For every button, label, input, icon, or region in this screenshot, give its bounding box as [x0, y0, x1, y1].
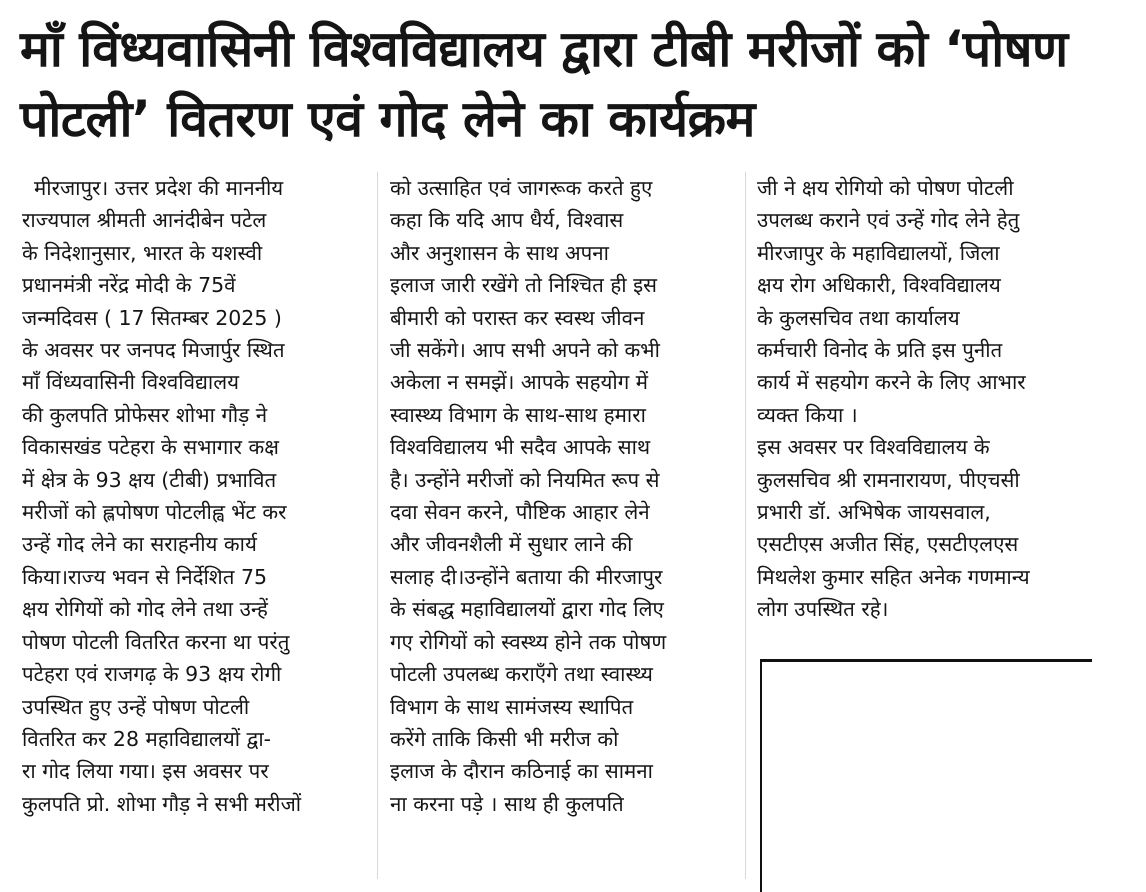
text-line: पटेहरा एवं राजगढ़ के 93 क्षय रोगी	[22, 662, 282, 687]
text-line: एसटीएस अजीत सिंह, एसटीएलएस	[757, 532, 1019, 557]
text-line: कहा कि यदि आप धैर्य, विश्वास	[390, 208, 624, 233]
text-line: जी ने क्षय रोगियो को पोषण पोटली	[757, 176, 1014, 200]
article-column-1	[22, 172, 367, 879]
text-line: और जीवनशैली में सुधार लाने की	[390, 532, 633, 557]
text-line: स्वास्थ्य विभाग के साथ-साथ हमारा	[390, 402, 646, 427]
text-line: सलाह दी।उन्होंने बताया की मीरजापुर	[390, 564, 663, 589]
text-line: क्षय रोगियों को गोद लेने तथा उन्हें	[22, 597, 268, 622]
text-line: पोटली उपलब्ध कराएँगे तथा स्वास्थ्य	[390, 662, 653, 687]
text-line: प्रधानमंत्री नरेंद्र मोदी के 75वें	[22, 273, 236, 298]
text-line: को उत्साहित एवं जागरूक करते हुए	[390, 176, 653, 200]
text-line: माँ विंध्यवासिनी विश्वविद्यालय	[22, 370, 240, 395]
text-line: बीमारी को परास्त कर स्वस्थ जीवन	[390, 305, 645, 330]
text-line: वितरित कर 28 महाविद्यालयों द्वा-	[22, 726, 272, 751]
text-line: के निदेशानुसार, भारत के यशस्वी	[22, 240, 263, 265]
text-line: की कुलपति प्रोफेसर शोभा गौड़ ने	[22, 402, 268, 427]
text-line: कुलसचिव श्री रामनारायण, पीएचसी	[757, 467, 1020, 492]
text-line: जी सकेंगे। आप सभी अपने को कभी	[390, 338, 660, 363]
article-column-2	[390, 172, 735, 879]
text-line: मीरजापुर के महाविद्यालयों, जिला	[757, 240, 1000, 265]
text-line: कार्य में सहयोग करने के लिए आभार	[757, 370, 1026, 395]
text-line: के अवसर पर जनपद मिजार्पुर स्थित	[22, 338, 285, 363]
text-line: कुलपति प्रो. शोभा गौड़ ने सभी मरीजों	[22, 791, 302, 816]
text-line: के संबद्ध महाविद्यालयों द्वारा गोद लिए	[390, 597, 664, 622]
text-line: दवा सेवन करने, पौष्टिक आहार लेने	[390, 500, 650, 525]
headline-line-1: माँ विंध्यवासिनी विश्वविद्यालय द्वारा टीबी मरीजों को ‘पोषण	[20, 20, 1068, 78]
text-line: मरीजों को ह्लपोषण पोटलीह्व भेंट कर	[22, 500, 287, 525]
text-line: कर्मचारी विनोद के प्रति इस पुनीत	[757, 338, 1003, 363]
text-line: रा गोद लिया गया। इस अवसर पर	[22, 759, 269, 784]
text-line: व्यक्त किया ।	[757, 402, 858, 427]
text-line: उन्हें गोद लेने का सराहनीय कार्य	[22, 532, 257, 557]
text-line: किया।राज्य भवन से निर्देशित 75	[22, 564, 268, 589]
text-line: करेंगे ताकि किसी भी मरीज को	[390, 726, 619, 751]
text-line: विभाग के साथ सामंजस्य स्थापित	[390, 694, 634, 719]
text-line: उपस्थित हुए उन्हें पोषण पोटली	[22, 694, 250, 719]
headline	[20, 14, 1130, 154]
text-line: लोग उपस्थित रहे।	[757, 597, 889, 622]
text-line: इस अवसर पर विश्वविद्यालय के	[757, 435, 990, 460]
text-line: क्षय रोग अधिकारी, विश्वविद्यालय	[757, 273, 1001, 298]
column-divider	[745, 172, 746, 879]
text-line: पोषण पोटली वितरित करना था परंतु	[22, 629, 290, 654]
text-line: गए रोगियों को स्वस्थ्य होने तक पोषण	[390, 629, 667, 654]
text-line: के कुलसचिव तथा कार्यालय	[757, 305, 960, 330]
blank-photo-frame	[760, 659, 1092, 892]
text-line: अकेला न समझें। आपके सहयोग में	[390, 370, 649, 395]
text-line: है। उन्होंने मरीजों को नियमित रूप से	[390, 467, 660, 492]
text-line: में क्षेत्र के 93 क्षय (टीबी) प्रभावित	[22, 467, 277, 492]
text-line: विश्वविद्यालय भी सदैव आपके साथ	[390, 435, 651, 460]
text-line: राज्यपाल श्रीमती आनंदीबेन पटेल	[22, 208, 267, 233]
column-divider	[377, 172, 378, 879]
text-line: मिथलेश कुमार सहित अनेक गणमान्य	[757, 564, 1030, 589]
text-line: ना करना पड़े । साथ ही कुलपति	[390, 791, 624, 816]
text-line: इलाज के दौरान कठिनाई का सामना	[390, 759, 653, 784]
text-line: प्रभारी डॉ. अभिषेक जायसवाल,	[757, 500, 991, 525]
text-line: उपलब्ध कराने एवं उन्हें गोद लेने हेतु	[757, 208, 1020, 233]
headline-line-2: पोटली’ वितरण एवं गोद लेने का कार्यक्रम	[20, 90, 755, 148]
text-line: मीरजापुर। उत्तर प्रदेश की माननीय	[34, 176, 284, 200]
text-line: और अनुशासन के साथ अपना	[390, 240, 609, 265]
text-line: विकासखंड पटेहरा के सभागार कक्ष	[22, 435, 279, 460]
text-line: जन्मदिवस ( 17 सितम्बर 2025 )	[22, 305, 282, 330]
text-line: इलाज जारी रखेंगे तो निश्चित ही इस	[390, 273, 658, 298]
